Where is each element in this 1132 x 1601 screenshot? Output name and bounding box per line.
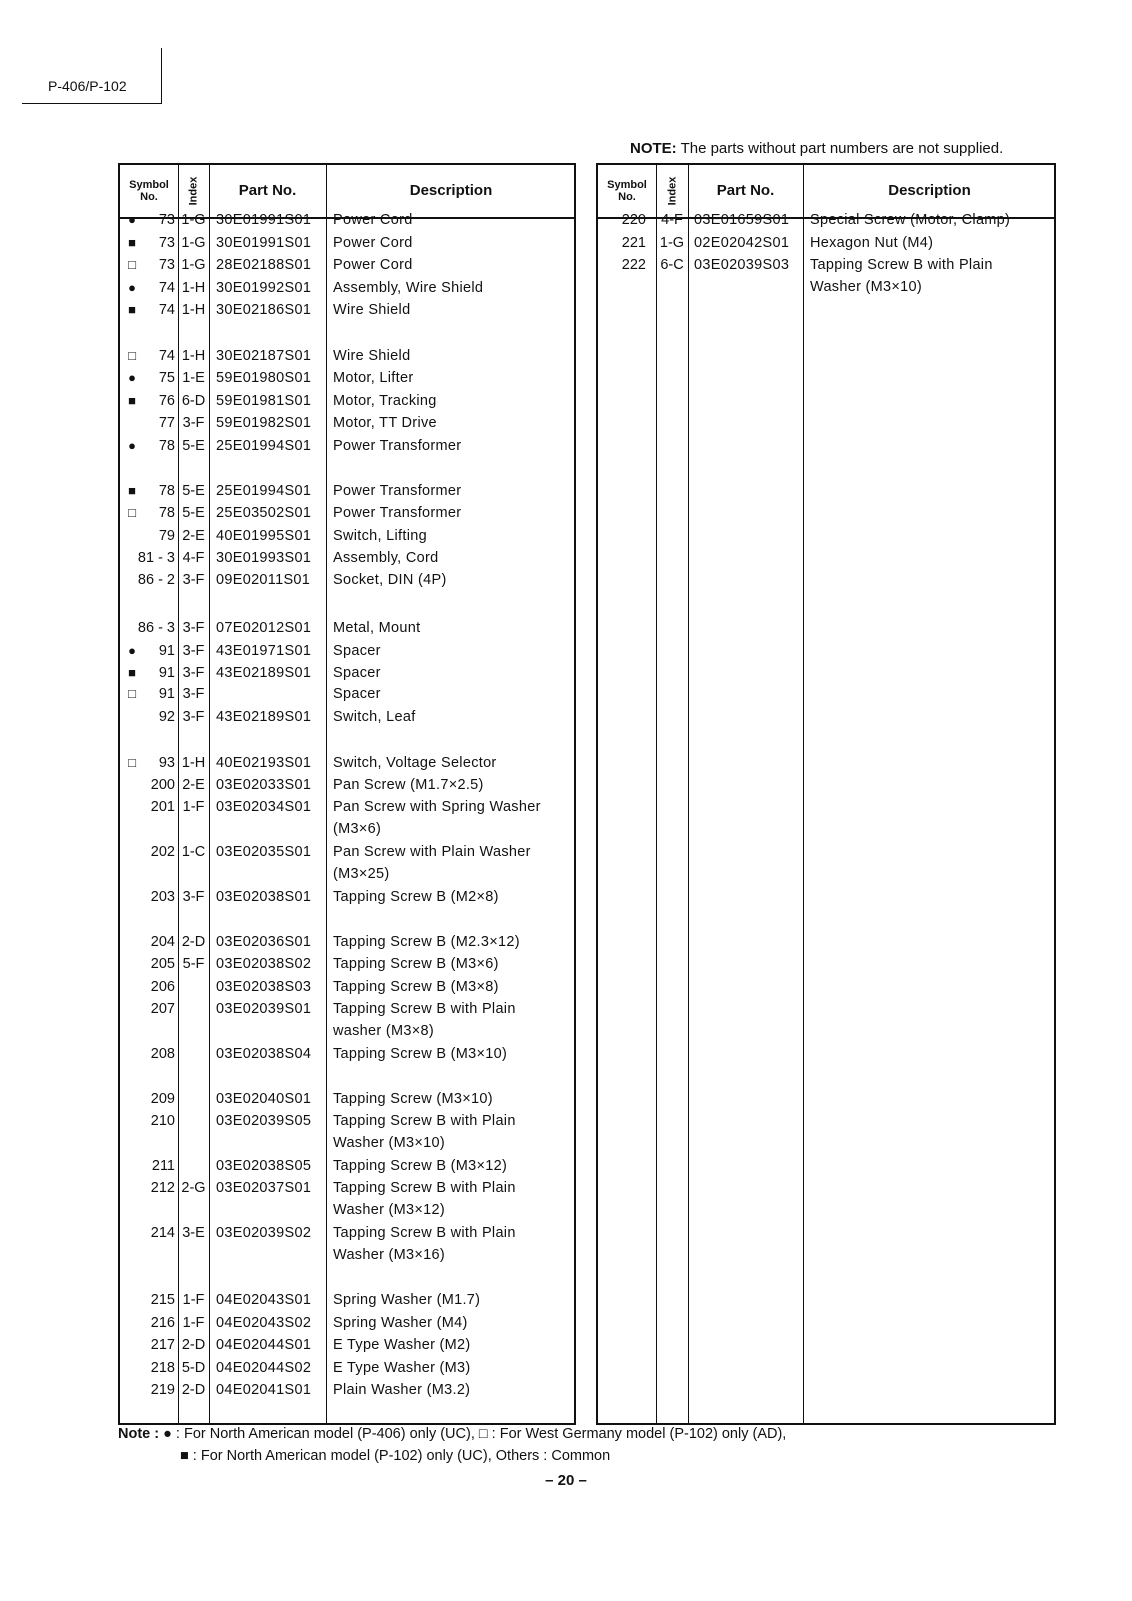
part-number: 04E02041S01 [216, 1382, 312, 1398]
symbol-no: 78 [158, 505, 175, 521]
model-marker: □ [128, 257, 136, 272]
part-number: 03E02039S03 [694, 257, 790, 273]
part-number: 30E01991S01 [216, 212, 312, 228]
parts-table-right [596, 163, 1056, 1425]
symbol-no: 202 [150, 844, 175, 860]
part-description-continued: Washer (M3×10) [333, 1135, 446, 1151]
part-description: Motor, Tracking [333, 393, 437, 409]
part-description: Wire Shield [333, 302, 411, 318]
symbol-no: 79 [158, 528, 175, 544]
table-row [598, 232, 1054, 254]
footer-note-label: Note [118, 1426, 151, 1442]
part-description: Tapping Screw B (M2.3×12) [333, 934, 520, 950]
symbol-no: 206 [150, 979, 175, 995]
symbol-no: 93 [158, 755, 175, 771]
table-row [120, 796, 574, 837]
symbol-no: 214 [150, 1225, 175, 1241]
table-row [120, 209, 574, 231]
part-description: Special Screw (Motor, Clamp) [810, 212, 1011, 228]
index-ref: 1-C [181, 844, 206, 860]
document-code: P-406/P-102 [48, 78, 127, 94]
symbol-no: 92 [158, 709, 175, 725]
index-ref: 1-G [181, 257, 206, 273]
symbol-no: 212 [150, 1180, 175, 1196]
table-row [120, 277, 574, 299]
part-description: Spacer [333, 665, 381, 681]
part-description: Wire Shield [333, 348, 411, 364]
part-description: Tapping Screw B (M3×12) [333, 1158, 508, 1174]
part-description: E Type Washer (M2) [333, 1337, 471, 1353]
part-description: Spring Washer (M4) [333, 1315, 468, 1331]
part-number: 04E02043S01 [216, 1292, 312, 1308]
symbol-no: 86 - 2 [137, 572, 175, 588]
part-description: Tapping Screw B with Plain [333, 1180, 516, 1196]
part-number: 03E02039S05 [216, 1113, 312, 1129]
part-description: Hexagon Nut (M4) [810, 235, 934, 251]
table-row [120, 299, 574, 321]
table-row [120, 1334, 574, 1356]
part-number: 03E02039S01 [216, 1001, 312, 1017]
table-row [120, 640, 574, 662]
part-number: 03E02038S01 [216, 889, 312, 905]
model-marker: ● [128, 438, 136, 453]
index-ref: 5-E [182, 438, 205, 454]
model-marker: ■ [128, 302, 136, 317]
header-part-no: Part No. [238, 181, 297, 199]
table-row [120, 1155, 574, 1177]
symbol-no: 73 [158, 212, 175, 228]
model-marker: □ [128, 755, 136, 770]
part-number: 25E01994S01 [216, 438, 312, 454]
part-description: Tapping Screw B with Plain [333, 1113, 516, 1129]
footer-note-line-2: ■ : For North American model (P-102) only (UC), Others : Common [180, 1448, 611, 1464]
part-description: Power Transformer [333, 505, 462, 521]
part-number: 59E01982S01 [216, 415, 312, 431]
part-description: Tapping Screw B (M3×8) [333, 979, 499, 995]
symbol-no: 91 [158, 686, 175, 702]
index-ref: 1-F [182, 1292, 205, 1308]
index-ref: 3-F [182, 665, 205, 681]
model-marker: □ [128, 686, 136, 701]
symbol-no: 204 [150, 934, 175, 950]
part-number: 02E02042S01 [694, 235, 790, 251]
part-description: Power Cord [333, 235, 413, 251]
symbol-no: 203 [150, 889, 175, 905]
index-ref: 4-F [661, 212, 683, 228]
table-row [120, 1289, 574, 1311]
symbol-no: 201 [150, 799, 175, 815]
index-ref: 3-F [182, 572, 205, 588]
index-ref: 2-E [182, 777, 205, 793]
part-number: 03E01659S01 [694, 212, 790, 228]
table-row [120, 435, 574, 457]
symbol-no: 91 [158, 643, 175, 659]
part-description: Spacer [333, 686, 381, 702]
part-description: Power Cord [333, 257, 413, 273]
index-ref: 2-E [182, 528, 205, 544]
table-row [120, 752, 574, 774]
page-number: – 20 – [545, 1472, 587, 1489]
table-row [120, 1357, 574, 1379]
table-row [120, 525, 574, 547]
part-description: Switch, Lifting [333, 528, 427, 544]
table-row [120, 1379, 574, 1401]
index-ref: 1-H [181, 348, 206, 364]
part-number: 43E02189S01 [216, 709, 312, 725]
index-ref: 1-E [182, 370, 205, 386]
table-row [120, 617, 574, 639]
column-divider [803, 165, 804, 1423]
part-number: 03E02035S01 [216, 844, 312, 860]
part-description: Tapping Screw B (M3×10) [333, 1046, 508, 1062]
index-ref: 2-G [181, 1180, 206, 1196]
table-row [120, 1110, 574, 1151]
part-description: Tapping Screw B (M2×8) [333, 889, 499, 905]
symbol-no: 74 [158, 280, 175, 296]
table-row [120, 367, 574, 389]
table-row [120, 774, 574, 796]
symbol-no: 216 [150, 1315, 175, 1331]
index-ref: 3-F [182, 415, 205, 431]
part-number: 43E02189S01 [216, 665, 312, 681]
table-row [120, 1222, 574, 1263]
part-description: Power Cord [333, 212, 413, 228]
symbol-no: 210 [150, 1113, 175, 1129]
index-ref: 3-F [182, 686, 205, 702]
table-row [120, 390, 574, 412]
footer-note-line-1: Note : ● : For North American model (P-406) only (UC), □ : For West Germany model (P-102) only (AD), [118, 1426, 787, 1442]
top-note-label: NOTE: [630, 140, 677, 157]
table-row [120, 886, 574, 908]
table-row [120, 998, 574, 1039]
index-ref: 4-F [182, 550, 205, 566]
part-number: 30E02187S01 [216, 348, 312, 364]
model-marker: ● [128, 212, 136, 227]
symbol-no: 74 [158, 302, 175, 318]
index-ref: 3-F [182, 889, 205, 905]
part-number: 03E02040S01 [216, 1091, 312, 1107]
model-marker: □ [128, 505, 136, 520]
model-marker: □ [128, 348, 136, 363]
symbol-no: 221 [621, 235, 646, 251]
table-row [120, 569, 574, 591]
symbol-no: 217 [150, 1337, 175, 1353]
model-marker: ● [128, 280, 136, 295]
part-number: 03E02038S04 [216, 1046, 312, 1062]
index-ref: 2-D [181, 1337, 206, 1353]
part-description: Assembly, Cord [333, 550, 439, 566]
table-row [120, 953, 574, 975]
part-number: 40E01995S01 [216, 528, 312, 544]
part-description: Spacer [333, 643, 381, 659]
index-ref: 1-H [181, 755, 206, 771]
model-marker: ■ [128, 483, 136, 498]
table-row [120, 683, 574, 705]
table-row [120, 931, 574, 953]
symbol-no: 78 [158, 483, 175, 499]
part-number: 04E02044S02 [216, 1360, 312, 1376]
symbol-no: 73 [158, 257, 175, 273]
index-ref: 5-E [182, 483, 205, 499]
table-row [598, 209, 1054, 231]
column-divider [656, 165, 657, 1423]
index-ref: 6-C [660, 257, 684, 273]
model-marker: ■ [128, 665, 136, 680]
symbol-no: 218 [150, 1360, 175, 1376]
part-description: Motor, TT Drive [333, 415, 437, 431]
part-description: Switch, Leaf [333, 709, 416, 725]
symbol-no: 211 [151, 1158, 175, 1174]
table-row [598, 254, 1054, 295]
header-description: Description [888, 181, 971, 199]
symbol-no: 208 [150, 1046, 175, 1062]
index-ref: 2-D [181, 934, 206, 950]
table-row [120, 706, 574, 728]
part-description-continued: (M3×25) [333, 866, 390, 882]
table-row [120, 1177, 574, 1218]
model-marker: ■ [128, 235, 136, 250]
symbol-no: 219 [150, 1382, 175, 1398]
symbol-no: 73 [158, 235, 175, 251]
model-marker: ■ [128, 393, 136, 408]
part-number: 40E02193S01 [216, 755, 312, 771]
symbol-no: 200 [150, 777, 175, 793]
header-index: Index [187, 176, 200, 206]
index-ref: 1-G [659, 235, 685, 251]
part-description: Plain Washer (M3.2) [333, 1382, 471, 1398]
top-note [630, 140, 1003, 157]
part-description: Assembly, Wire Shield [333, 280, 484, 296]
part-number: 04E02043S02 [216, 1315, 312, 1331]
symbol-no: 76 [158, 393, 175, 409]
symbol-no: 91 [158, 665, 175, 681]
part-number: 59E01981S01 [216, 393, 312, 409]
index-ref: 1-F [182, 1315, 205, 1331]
part-number: 03E02038S05 [216, 1158, 312, 1174]
part-number: 03E02034S01 [216, 799, 312, 815]
part-number: 30E01992S01 [216, 280, 312, 296]
table-row [120, 1043, 574, 1065]
part-number: 59E01980S01 [216, 370, 312, 386]
symbol-no: 77 [158, 415, 175, 431]
table-row [120, 1312, 574, 1334]
part-description: Switch, Voltage Selector [333, 755, 497, 771]
part-number: 25E01994S01 [216, 483, 312, 499]
part-description: Power Transformer [333, 438, 462, 454]
header-index: Index [665, 176, 678, 206]
part-description: Tapping Screw B with Plain [333, 1225, 516, 1241]
index-ref: 3-F [182, 709, 205, 725]
table-row [120, 662, 574, 684]
index-ref: 1-F [182, 799, 205, 815]
symbol-no: 207 [150, 1001, 175, 1017]
part-number: 09E02011S01 [216, 572, 311, 588]
symbol-no: 81 - 3 [137, 550, 175, 566]
part-description: Tapping Screw B (M3×6) [333, 956, 499, 972]
part-number: 03E02033S01 [216, 777, 312, 793]
symbol-no: 220 [621, 212, 646, 228]
table-row [120, 345, 574, 367]
table-row [120, 232, 574, 254]
symbol-no: 86 - 3 [137, 620, 175, 636]
header-symbol: Symbol No. [129, 178, 169, 203]
part-description: E Type Washer (M3) [333, 1360, 471, 1376]
part-description-continued: (M3×6) [333, 821, 382, 837]
symbol-no: 215 [150, 1292, 175, 1308]
parts-table-left [118, 163, 576, 1425]
part-description: Tapping Screw B with Plain [333, 1001, 516, 1017]
table-row [120, 841, 574, 882]
part-description: Tapping Screw B with Plain [810, 257, 993, 273]
index-ref: 5-E [182, 505, 205, 521]
symbol-no: 205 [150, 956, 175, 972]
part-number: 30E02186S01 [216, 302, 312, 318]
part-description: Power Transformer [333, 483, 462, 499]
index-ref: 3-F [182, 643, 205, 659]
part-number: 43E01971S01 [216, 643, 312, 659]
part-number: 04E02044S01 [216, 1337, 312, 1353]
index-ref: 1-G [181, 235, 206, 251]
footer-note-text-1: ● : For North American model (P-406) only (UC), □ : For West Germany model (P-102) only (AD), [163, 1426, 787, 1442]
table-row [120, 502, 574, 524]
part-description: Pan Screw (M1.7×2.5) [333, 777, 484, 793]
top-note-text: The parts without part numbers are not supplied. [680, 140, 1004, 157]
part-number: 03E02036S01 [216, 934, 312, 950]
part-description-continued: Washer (M3×10) [810, 279, 923, 295]
index-ref: 1-G [181, 212, 206, 228]
part-number: 25E03502S01 [216, 505, 312, 521]
part-description: Pan Screw with Spring Washer [333, 799, 541, 815]
symbol-no: 74 [158, 348, 175, 364]
part-number: 03E02037S01 [216, 1180, 312, 1196]
index-ref: 3-E [182, 1225, 205, 1241]
part-description: Pan Screw with Plain Washer [333, 844, 531, 860]
symbol-no: 78 [158, 438, 175, 454]
table-row [120, 480, 574, 502]
model-marker: ● [128, 370, 136, 385]
part-description: Spring Washer (M1.7) [333, 1292, 481, 1308]
part-description: Socket, DIN (4P) [333, 572, 447, 588]
part-description-continued: Washer (M3×16) [333, 1247, 446, 1263]
index-ref: 6-D [181, 393, 206, 409]
header-rule-horizontal [22, 103, 162, 104]
index-ref: 1-H [181, 302, 206, 318]
index-ref: 3-F [182, 620, 205, 636]
header-description: Description [409, 181, 493, 199]
model-marker: ● [128, 643, 136, 658]
table-row [120, 412, 574, 434]
header-symbol: Symbol No. [607, 178, 647, 203]
symbol-no: 209 [150, 1091, 175, 1107]
symbol-no: 75 [158, 370, 175, 386]
part-description: Motor, Lifter [333, 370, 414, 386]
table-row [120, 547, 574, 569]
part-description-continued: Washer (M3×12) [333, 1202, 446, 1218]
column-divider [688, 165, 689, 1423]
index-ref: 5-F [182, 956, 205, 972]
part-number: 03E02038S02 [216, 956, 312, 972]
index-ref: 2-D [181, 1382, 206, 1398]
index-ref: 1-H [181, 280, 206, 296]
part-number: 03E02038S03 [216, 979, 312, 995]
part-description-continued: washer (M3×8) [333, 1023, 435, 1039]
table-row [120, 976, 574, 998]
part-number: 30E01993S01 [216, 550, 312, 566]
symbol-no: 222 [621, 257, 646, 273]
header-part-no: Part No. [716, 181, 775, 199]
part-number: 28E02188S01 [216, 257, 312, 273]
table-row [120, 1088, 574, 1110]
part-number: 30E01991S01 [216, 235, 312, 251]
part-description: Tapping Screw (M3×10) [333, 1091, 493, 1107]
table-row [120, 254, 574, 276]
index-ref: 5-D [181, 1360, 206, 1376]
part-number: 07E02012S01 [216, 620, 312, 636]
part-description: Metal, Mount [333, 620, 421, 636]
header-rule-vertical [161, 48, 162, 103]
part-number: 03E02039S02 [216, 1225, 312, 1241]
